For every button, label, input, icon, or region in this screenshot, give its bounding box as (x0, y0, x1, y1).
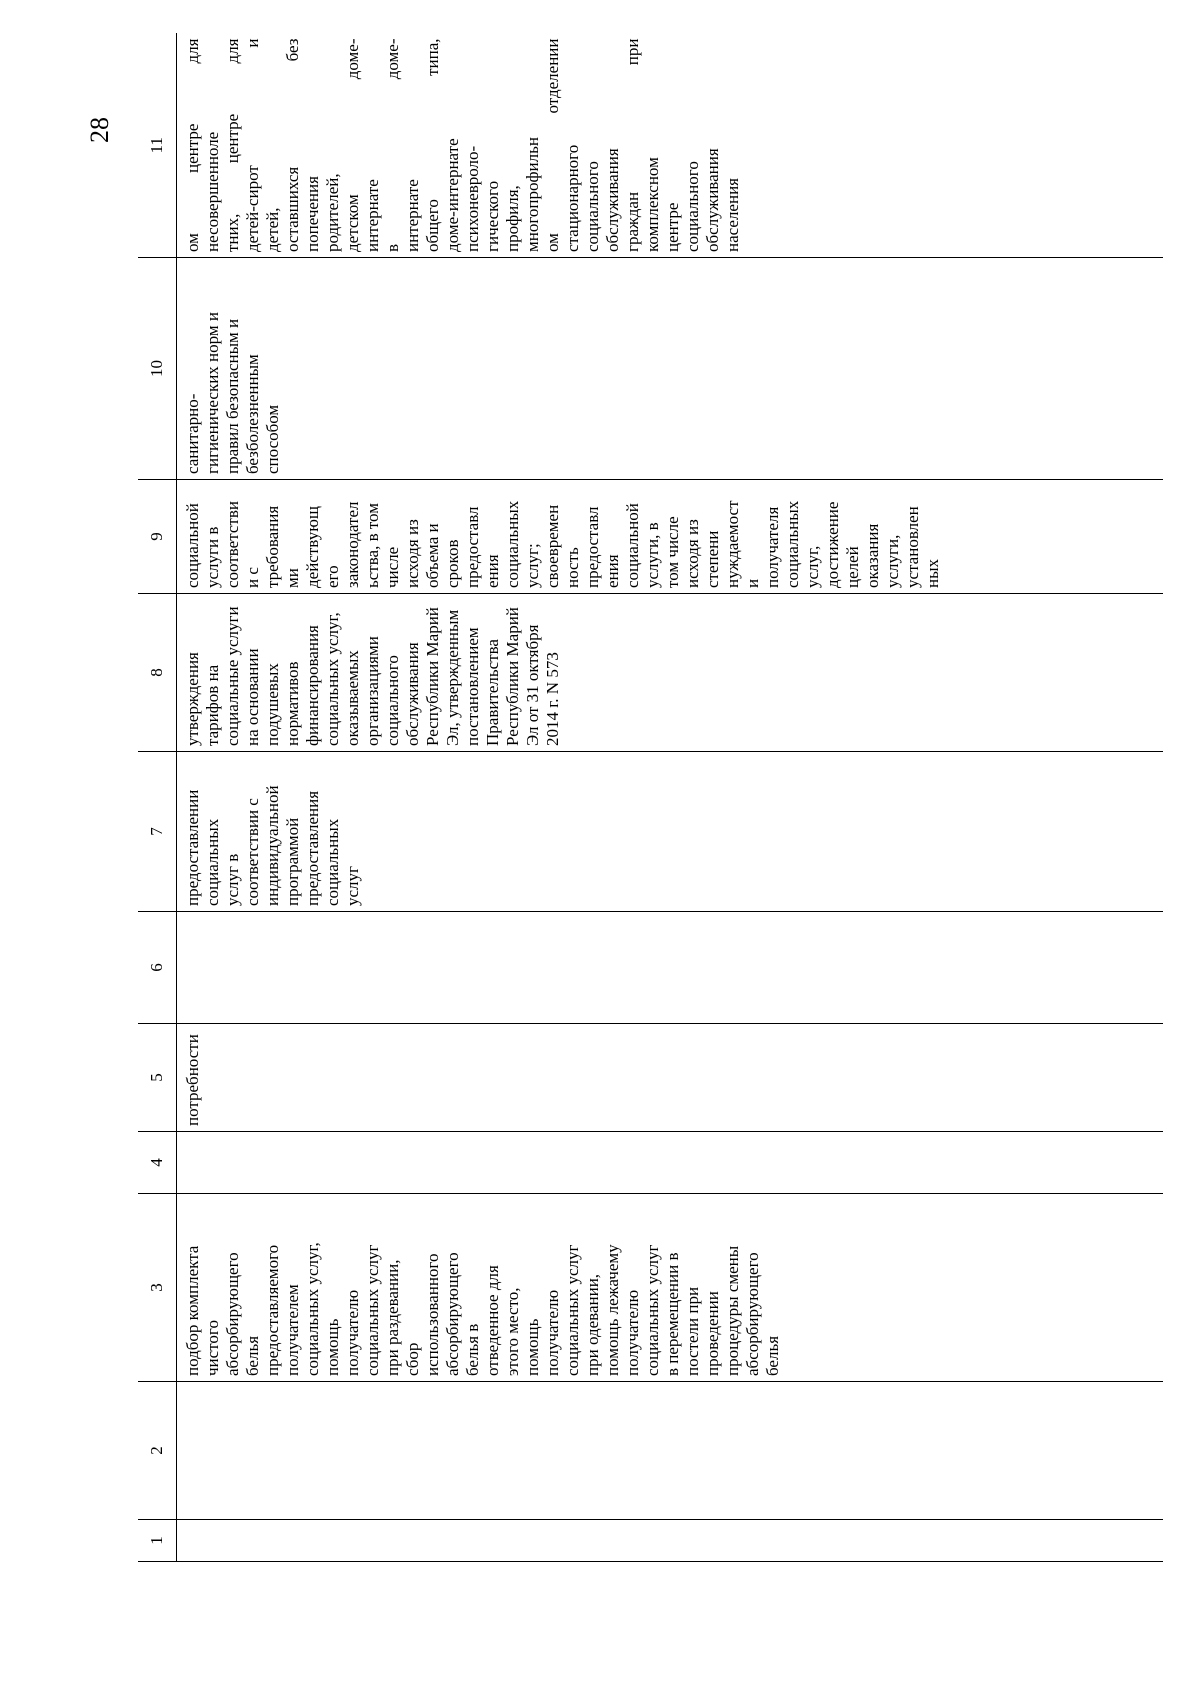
page-number: 28 (85, 117, 114, 143)
cell-col-5: потребности (177, 1024, 1164, 1132)
column-number-4: 4 (138, 1132, 177, 1194)
cell-col-11: ом центре для несовершенноле тних, центре для детей-сирот и детей, оставшихся без попечения родителей, детском доме- интернате в доме- интернате общего типа, доме-интернате психоневроло- гического профиля, многопрофильн ом отделении стационарного социального обслуживания граждан при комплексном центре социального обслуживания населения (183, 38, 742, 252)
column-number-7: 7 (138, 752, 177, 912)
column-number-5: 5 (138, 1024, 177, 1132)
cell-col-6 (177, 912, 1164, 1024)
cell-col-2 (177, 1382, 1164, 1520)
column-number-3: 3 (138, 1194, 177, 1382)
services-table (138, 34, 1163, 1563)
rotated-table-container (138, 34, 1158, 1562)
cell-col-9: социальной услуги в соответстви и с требования ми действующ его законодател ьства, в том числе исходя из объема и сроков предоставл ения социальных услуг; своевремен ность предоставл ения социальной услуги, в том числе исходя из степени нуждаемост и получателя социальных услуг, достижение целей оказания услуги, установлен ных (177, 480, 1164, 594)
cell-col-10: санитарно- гигиенических норм и правил безопасным и безболезненным способом (177, 258, 1164, 480)
column-number-6: 6 (138, 912, 177, 1024)
table-row (177, 34, 1164, 1562)
cell-col-8: утверждения тарифов на социальные услуги на основании подушевых нормативов финансирования социальных услуг, оказываемых организациями социального обслуживания Республики Марий Эл, утвержденным постановлением Правительства Республики Марий Эл от 31 октября 2014 г. N 573 (177, 594, 1164, 752)
column-number-1: 1 (138, 1520, 177, 1562)
cell-col-4 (177, 1132, 1164, 1194)
cell-col-1 (177, 1520, 1164, 1562)
column-number-11: 11 (138, 34, 177, 258)
cell-service-description: подбор комплекта чистого абсорбирующего белья предоставляемого получателем социальных услуг, помощь получателю социальных услуг при раздевании, сбор использованного абсорбирующего белья в отведенное для этого место, помощь получателю социальных услуг при одевании, помощь лежачему получателю социальных услуг в перемещении в постели при проведении процедуры смены абсорбирующего белья (177, 1194, 1164, 1382)
column-number-9: 9 (138, 480, 177, 594)
cell-col-7: предоставлении социальных услуг в соответствии с индивидуальной программой предоставления социальных услуг (177, 752, 1164, 912)
header-row (138, 34, 177, 1562)
column-number-2: 2 (138, 1382, 177, 1520)
column-number-10: 10 (138, 258, 177, 480)
column-number-8: 8 (138, 594, 177, 752)
